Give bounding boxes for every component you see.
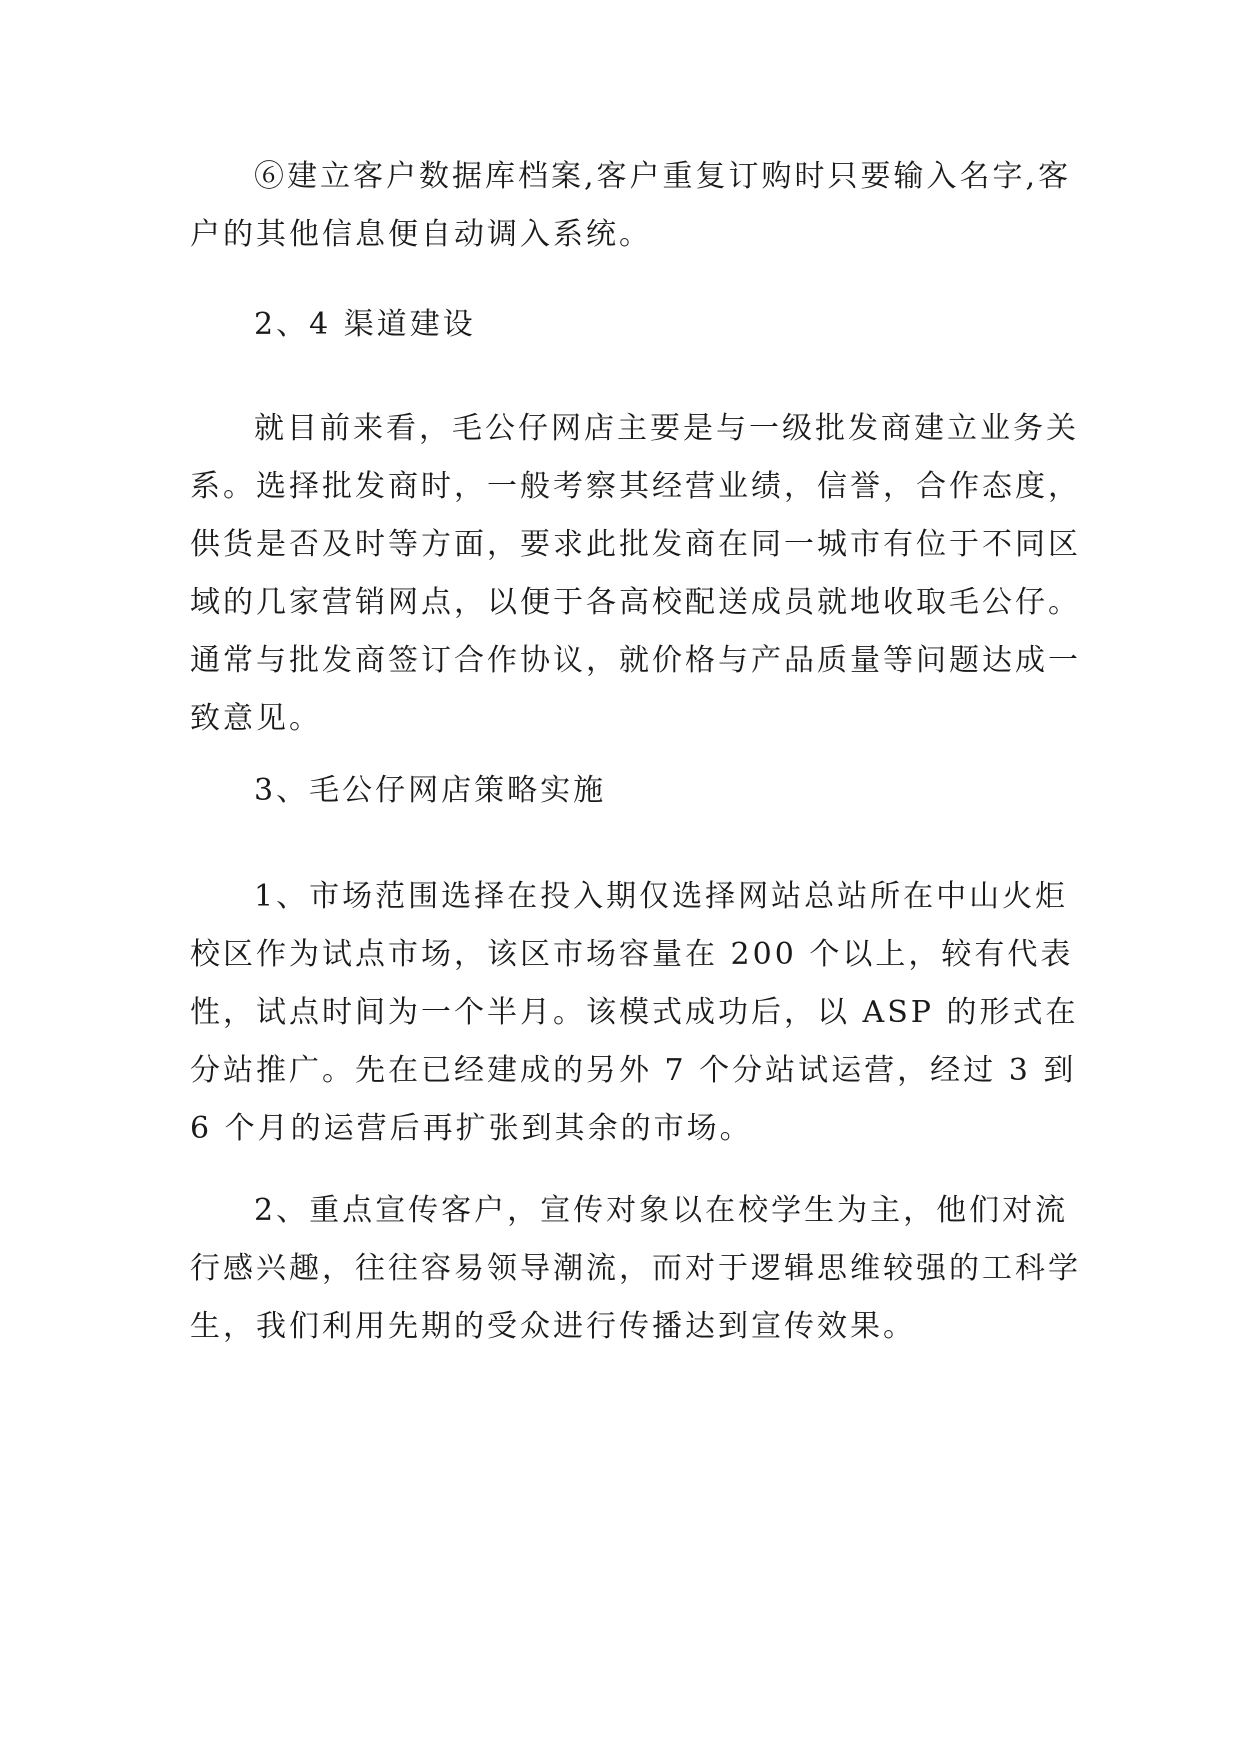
paragraph-customer-database: ⑥建立客户数据库档案,客户重复订购时只要输入名字,客户的其他信息便自动调入系统。 bbox=[190, 159, 1072, 252]
paragraph-market-scope: 1、市场范围选择在投入期仅选择网站总站所在中山火炬校区作为试点市场，该区市场容量在 200 个以上，较有代表性，试点时间为一个半月。该模式成功后，以 ASP 的形式在分站推广。先在已经建成的另外 7 个分站试运营，经过 3 到 6 个月的运营后再扩张到其余的市场。 bbox=[190, 879, 1079, 1146]
paragraph-key-promotion: 2、重点宣传客户，宣传对象以在校学生为主，他们对流行感兴趣，往往容易领导潮流，而对于逻辑思维较强的工科学生，我们利用先期的受众进行传播达到宣传效果。 bbox=[190, 1193, 1081, 1344]
heading-strategy-implementation: 3、毛公仔网店策略实施 bbox=[254, 773, 607, 808]
paragraph-channel-construction: 就目前来看，毛公仔网店主要是与一级批发商建立业务关系。选择批发商时，一般考察其经营业绩，信誉，合作态度，供货是否及时等方面，要求此批发商在同一城市有位于不同区域的几家营销网点，以便于各高校配送成员就地收取毛公仔。通常与批发商签订合作协议，就价格与产品质量等问题达成一致意见。 bbox=[190, 411, 1081, 736]
heading-channel-construction: 2、4 渠道建设 bbox=[254, 307, 476, 342]
